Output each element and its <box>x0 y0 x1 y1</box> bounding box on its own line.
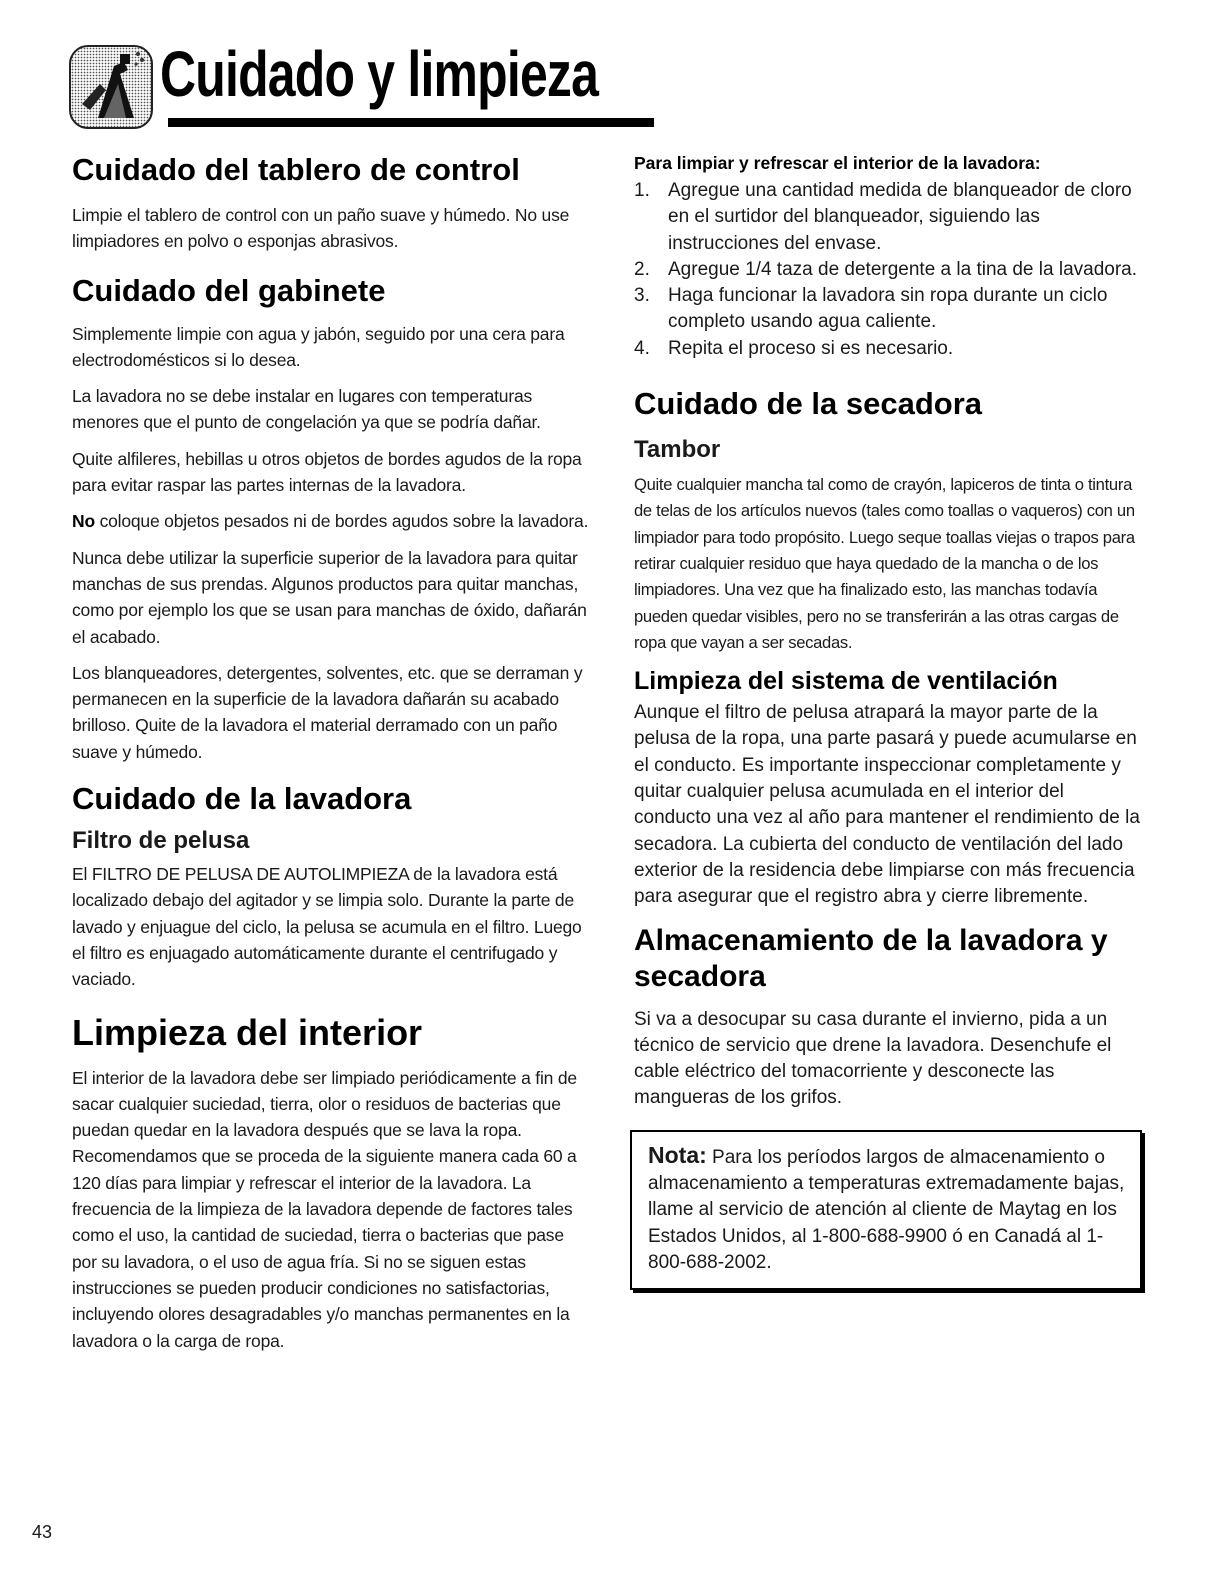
list-item: 2. Agregue 1/4 taza de detergente a la tina de la lavadora. <box>634 258 1138 280</box>
note-text <box>648 1142 1128 1276</box>
section-heading-washer-care: Cuidado de la lavadora <box>72 781 412 817</box>
right-column <box>634 152 1144 1290</box>
cabinet-paragraph-4 <box>72 508 590 534</box>
cabinet-paragraph-6: Los blanqueadores, detergentes, solventes, etc. que se derraman y permanecen en la superficie de la lavadora dañarán su acabado brilloso. Quite de la lavadora el material derramado con un paño suave y húmedo. <box>72 662 583 762</box>
note-box <box>630 1130 1142 1290</box>
list-item: 1. Agregue una cantidad medida de blanqueador de cloro en el surtidor del blanqueador, siguiendo las instrucciones del envase. <box>634 180 1132 254</box>
note-label: Nota: <box>648 1141 707 1168</box>
section-heading-interior-cleaning: Limpieza del interior <box>72 1011 423 1053</box>
no-emphasis: No <box>72 511 95 532</box>
control-panel-text: Limpie el tablero de control con un paño suave y húmedo. No use limpiadores en polvo o esponjas abrasivos. <box>72 205 570 252</box>
cabinet-paragraph-3: Quite alfileres, hebillas u otros objetos de bordes agudos de la ropa para evitar raspar las partes internas de la lavadora. <box>72 448 582 496</box>
page-header <box>68 38 599 138</box>
cabinet-paragraph-4-text: coloque objetos pesados ni de bordes agudos sobre la lavadora. <box>94 511 589 532</box>
section-heading-cabinet: Cuidado del gabinete <box>72 272 386 308</box>
page-title: Cuidado y limpieza <box>160 38 599 110</box>
interior-cleaning-text: El interior de la lavadora debe ser limpiado periódicamente a fin de sacar cualquier suciedad, tierra, olor o residuos de bacterias que puedan quedar en la lavadora después que se lava la ropa. Recomendamos que se proceda de la siguiente manera cada 60 a 120 días para limpiar y refrescar el interior de la lavadora. La frecuencia de la limpieza de la lavadora depende de factores tales como el uso, la cantidad de suciedad, tierra o bacterias que pase por su lavadora, o el uso de agua fría. Si no se siguen estas instrucciones se pueden producir condiciones no satisfactorias, incluyendo olores desagradables y/o manchas permanentes en la lavadora o la carga de ropa. <box>72 1067 577 1351</box>
section-heading-dryer-care: Cuidado de la secadora <box>634 386 982 422</box>
page-number: 43 <box>32 1522 53 1542</box>
list-item: 4. Repita el proceso si es necesario. <box>634 337 954 359</box>
drum-text: Quite cualquier mancha tal como de crayón, lapiceros de tinta o tintura de telas de los artículos nuevos (tales como toallas o vaqueros) con un limpiador para todo propósito. Luego seque toallas viejas o trapos para retirar cualquier residuo que haya quedado de la mancha o de los limpiadores. Una vez que ha finalizado esto, las manchas todavía pueden quedar visibles, pero no se transferirán a las otras cargas de ropa que vayan a ser secadas. <box>634 475 1135 652</box>
subheading-lint-filter: Filtro de pelusa <box>72 827 250 855</box>
list-item: 3. Haga funcionar la lavadora sin ropa durante un ciclo completo usando agua caliente. <box>634 285 1108 333</box>
cleaning-spray-icon <box>68 44 154 130</box>
title-underline <box>168 118 654 127</box>
subheading-drum: Tambor <box>634 436 721 464</box>
steps-heading: Para limpiar y refrescar el interior de la lavadora: <box>634 153 1041 173</box>
section-heading-vent-cleaning: Limpieza del sistema de ventilación <box>634 667 1058 696</box>
vent-cleaning-text: Aunque el filtro de pelusa atrapará la mayor parte de la pelusa de la ropa, una parte pasará y puede acumularse en el conducto. Es importante inspeccionar completamente y quitar cualquier pelusa acumulada en el interior del conducto una vez al año para mantener el rendimiento de la secadora. La cubierta del conducto de ventilación del lado exterior de la residencia debe limpiarse con más frecuencia para asegurar que el registro abra y cierre libremente. <box>634 702 1140 908</box>
cabinet-paragraph-1: Simplemente limpie con agua y jabón, seguido por una cera para electrodomésticos si lo desea. <box>72 323 565 370</box>
cleaning-steps-list <box>634 178 1144 362</box>
lint-filter-text: El FILTRO DE PELUSA DE AUTOLIMPIEZA de la lavadora está localizado debajo del agitador y se limpia solo. Durante la parte de lavado y enjuague del ciclo, la pelusa se acumula en el filtro. Luego el filtro es enjuagado automáticamente durante el centrifugado y vaciado. <box>72 864 582 990</box>
left-column <box>72 152 590 1354</box>
cabinet-paragraph-2: La lavadora no se debe instalar en lugares con temperaturas menores que el punto de congelación ya que se podría dañar. <box>72 386 541 433</box>
storage-text: Si va a desocupar su casa durante el invierno, pida a un técnico de servicio que drene la lavadora. Desenchufe el cable eléctrico del tomacorriente y desconecte las mangueras de los grifos. <box>634 1008 1112 1109</box>
note-body: Para los períodos largos de almacenamiento o almacenamiento a temperaturas extremadamente bajas, llame al servicio de atención al cliente de Maytag en los Estados Unidos, al 1-800-688-9900 ó en Canadá al 1-800-688-2002. <box>648 1146 1125 1273</box>
section-heading-control-panel: Cuidado del tablero de control <box>72 152 520 187</box>
section-heading-storage: Almacenamiento de la lavadora y secadora <box>634 923 1108 993</box>
cabinet-paragraph-5: Nunca debe utilizar la superficie superior de la lavadora para quitar manchas de sus prendas. Algunos productos para quitar manchas, como por ejemplo los que se usan para manchas de óxido, dañarán el acabado. <box>72 547 587 647</box>
